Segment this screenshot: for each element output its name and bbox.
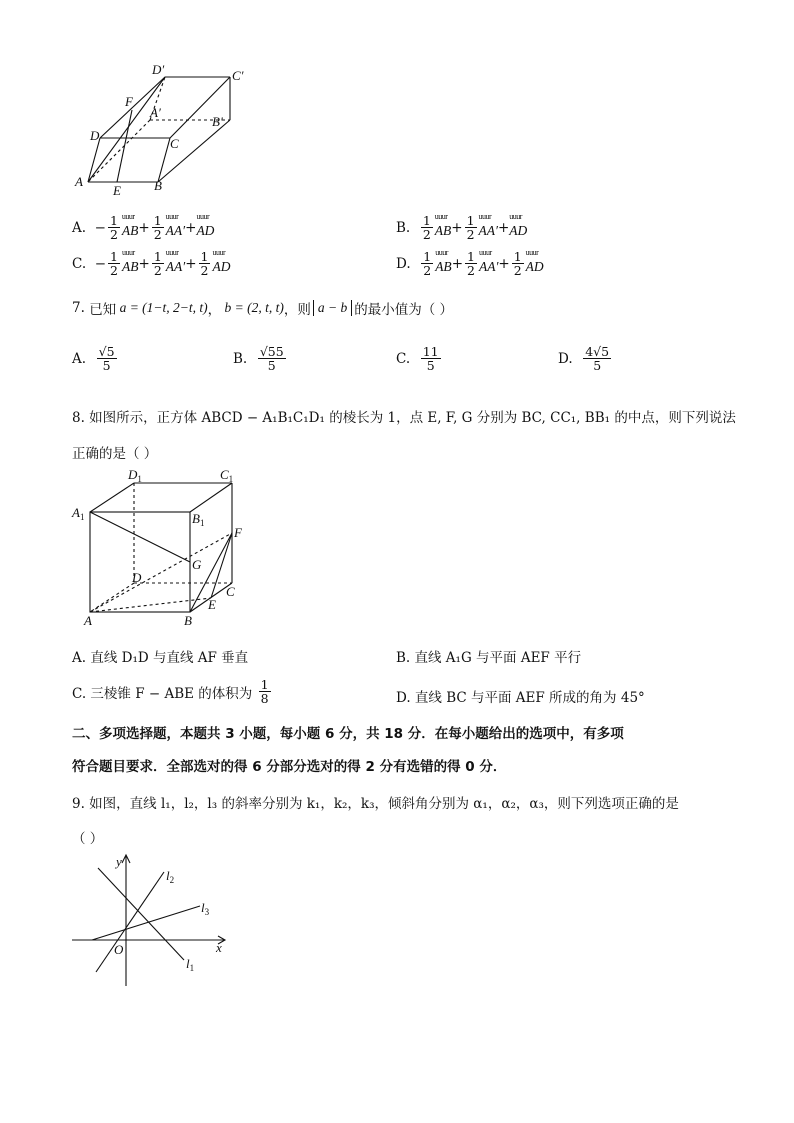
graph-label-l1: $l_1$: [186, 956, 195, 973]
graph-label-l2: $l_2$: [166, 868, 175, 885]
q7-option-a[interactable]: A. $\frac{√5}{5}$: [72, 344, 115, 374]
cube-label-D: D: [132, 570, 142, 585]
q9-stem-line2: （ ）: [72, 831, 104, 847]
section2-heading-line1: 二、多项选择题，本题共 3 小题，每小题 6 分，共 18 分．在每小题给出的选项中，有多项: [72, 726, 624, 742]
cube-label-G: G: [192, 557, 202, 572]
q6-option-c[interactable]: C. − $\frac{1}{2}$ uuur AB + $\frac{1}{2}$ uuur AA′ + $\frac{1}{2}$ uuur AD: [72, 250, 230, 277]
cube-label-E: E: [208, 597, 216, 612]
graph-label-origin: O: [114, 942, 124, 957]
q8-option-b[interactable]: B. 直线 A₁G 与平面 AEF 平行: [396, 650, 582, 666]
cube-label-F: F: [234, 525, 242, 540]
label-B1: B′: [212, 114, 223, 129]
label-A: A: [75, 174, 83, 189]
cube-label-A: A: [84, 613, 92, 628]
q8-option-a[interactable]: A. 直线 D₁D 与直线 AF 垂直: [72, 650, 249, 666]
graph-label-x: x: [216, 940, 222, 955]
cube-label-B1: $B_1$: [192, 511, 205, 528]
cube-label-C1: $C_1$: [220, 467, 234, 484]
q7-stem: 7. 已知 a = (1−t, 2−t, t) ， b = (2, t, t) ，则 a − b 的最小值为（ ）: [72, 300, 454, 318]
q7-option-c[interactable]: C. $\frac{11}{5}$: [396, 344, 439, 374]
q7-option-d[interactable]: D. $\frac{4√5}{5}$: [558, 344, 610, 374]
label-A1: A′: [150, 105, 161, 120]
label-D1: D′: [152, 62, 165, 77]
label-C: C: [170, 136, 179, 151]
graph-label-y: y: [116, 854, 122, 869]
q7-option-b[interactable]: B. $\frac{√55}{5}$: [233, 344, 284, 374]
label-F: F: [125, 94, 133, 109]
cube-label-B: B: [184, 613, 192, 628]
q8-option-d[interactable]: D. 直线 BC 与平面 AEF 所成的角为 45°: [396, 690, 645, 706]
section2-heading-line2: 符合题目要求．全部选对的得 6 分部分选对的得 2 分有选错的得 0 分．: [72, 759, 507, 775]
q9-stem-line1: 9. 如图，直线 l₁，l₂，l₃ 的斜率分别为 k₁，k₂，k₃，倾斜角分别为 α₁，α₂，α₃，则下列选项正确的是: [72, 796, 679, 812]
q8-option-c[interactable]: C. 三棱锥 F − ABE 的体积为 $\frac{1}{8}$: [72, 677, 269, 707]
lines-graph-figure: [68, 850, 238, 990]
label-E: E: [113, 183, 121, 198]
cube-label-D1: $D_1$: [128, 467, 142, 484]
q6-option-a[interactable]: A. − $\frac{1}{2}$ uuur AB + $\frac{1}{2}$ uuur AA′ + uuur AD: [72, 214, 214, 241]
cube-figure: [68, 465, 258, 635]
q8-stem-line1: 8. 如图所示，正方体 ABCD − A₁B₁C₁D₁ 的棱长为 1，点 E, F, G 分别为 BC, CC₁, BB₁ 的中点，则下列说法: [72, 410, 736, 426]
q8-stem-line2: 正确的是（ ）: [72, 446, 158, 462]
cube-label-C: C: [226, 584, 235, 599]
label-D: D: [90, 128, 100, 143]
graph-label-l3: $l_3$: [201, 900, 210, 917]
q6-option-d[interactable]: D. $\frac{1}{2}$ uuur AB + $\frac{1}{2}$ uuur AA′ + $\frac{1}{2}$ uuur AD: [396, 250, 544, 277]
q6-option-b[interactable]: B. $\frac{1}{2}$ uuur AB + $\frac{1}{2}$ uuur AA′ + uuur AD: [396, 214, 527, 241]
label-C1: C′: [232, 68, 244, 83]
label-B: B: [154, 178, 162, 193]
cube-label-A1: $A_1$: [72, 505, 85, 522]
parallelepiped-figure: [70, 62, 260, 202]
